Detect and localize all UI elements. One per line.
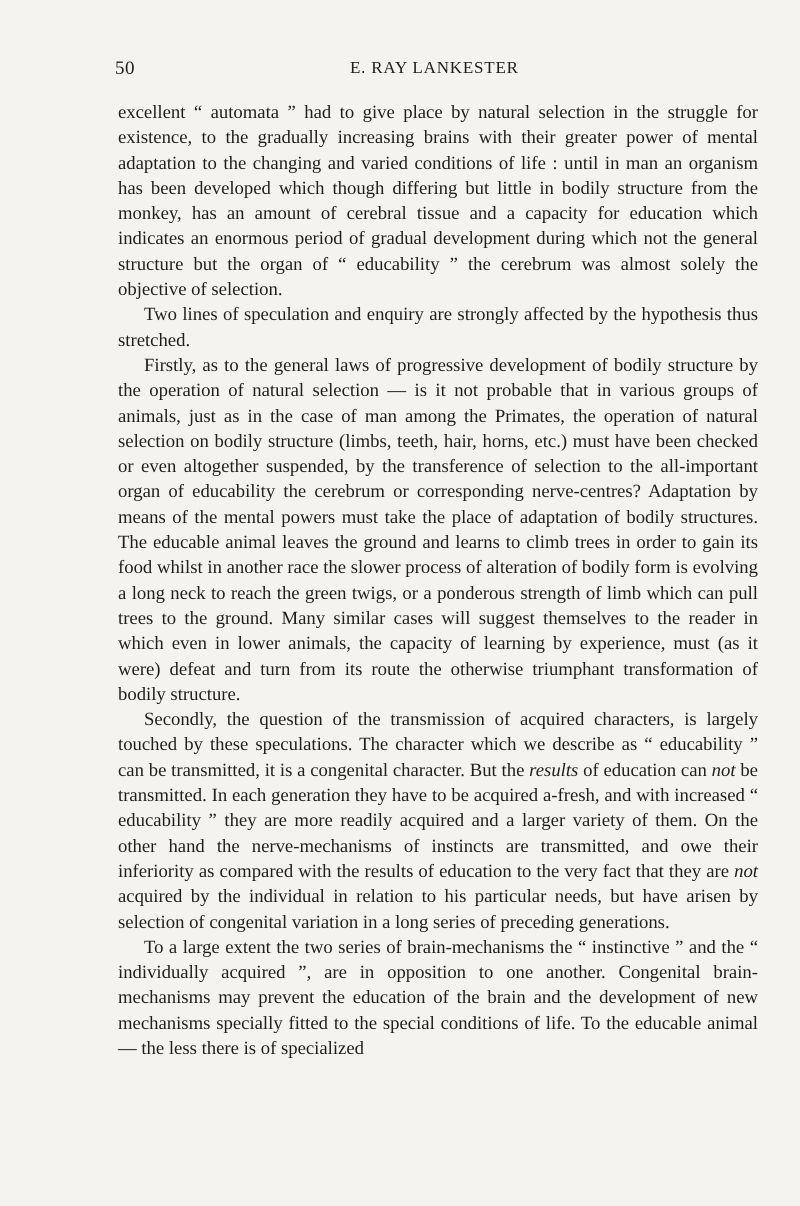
paragraph-4 xyxy=(118,707,758,935)
paragraph-1 xyxy=(118,100,758,302)
italic-run: not xyxy=(711,759,736,781)
italic-run: results xyxy=(529,759,579,781)
paragraph-5 xyxy=(118,935,758,1061)
page-number: 50 xyxy=(115,58,135,79)
running-head-author: E. RAY LANKESTER xyxy=(350,58,519,77)
text-run: acquired by the individual in relation to his particular needs, but have arisen by selection of congenital variation in a long series of preceding generations. xyxy=(118,886,758,933)
paragraph-3 xyxy=(118,353,758,707)
text-run: be transmitted. In each generation they have to be acquired a-fresh, and with increased “ educability ” they are more readily acquired and a larger variety of them. On the other hand the nerve-mechanisms of instincts are transmitted, and owe their inferiority as compared with the results of education to the very fact that they are xyxy=(118,759,758,882)
text-run: To a large extent the two series of brain-mechanisms the “ instinctive ” and the “ individually acquired ”, are in opposition to one another. Congenital brain-mechanisms may prevent the education of the brain and the development of new mechanisms specially fitted to the special conditions of life. To the educable animal — the less there is of specialized xyxy=(118,936,758,1059)
italic-run: not xyxy=(734,860,758,882)
text-run: of education can xyxy=(578,759,712,781)
text-run: Secondly, the question of the transmission of acquired characters, is largely touched by these speculations. The character which we describe as “ educability ” can be transmitted, it is a congenital character. But the xyxy=(118,709,758,781)
text-run: Firstly, as to the general laws of progressive development of bodily structure by the operation of natural selection — is it not probable that in various groups of animals, just as in the case of man among the Primates, the operation of natural selection on bodily structure (limbs, teeth, hair, horns, etc.) must have been checked or even altogether suspended, by the transference of selection to the all-important organ of educability the cerebrum or corresponding nerve-centres? Adaptation by means of the mental powers must take the place of adaptation of bodily structures. The educable animal leaves the ground and learns to climb trees in order to gain its food whilst in another race the slower process of alteration of bodily form is evolving a long neck to reach the green twigs, or a ponderous strength of limb which can pull trees to the ground. Many similar cases will suggest themselves to the reader in which even in lower animals, the capacity of learning by experience, must (as it were) defeat and turn from its route the otherwise triumphant transformation of bodily structure. xyxy=(118,354,758,705)
text-run: excellent “ automata ” had to give place by natural selection in the struggle for existence, to the gradually increasing brains with their greater power of mental adaptation to the changing and varied conditions of life : until in man an organism has been developed which though differing but little in bodily structure from the monkey, has an amount of cerebral tissue and a capacity for education which indicates an enormous period of gradual development during which not the general structure but the organ of “ educability ” the cerebrum was almost solely the objective of selection. xyxy=(118,102,758,301)
paragraph-2 xyxy=(118,302,758,353)
running-header xyxy=(112,58,758,84)
body-text xyxy=(118,100,758,1061)
text-run: Two lines of speculation and enquiry are strongly affected by the hypothesis thus stretched. xyxy=(118,304,758,351)
